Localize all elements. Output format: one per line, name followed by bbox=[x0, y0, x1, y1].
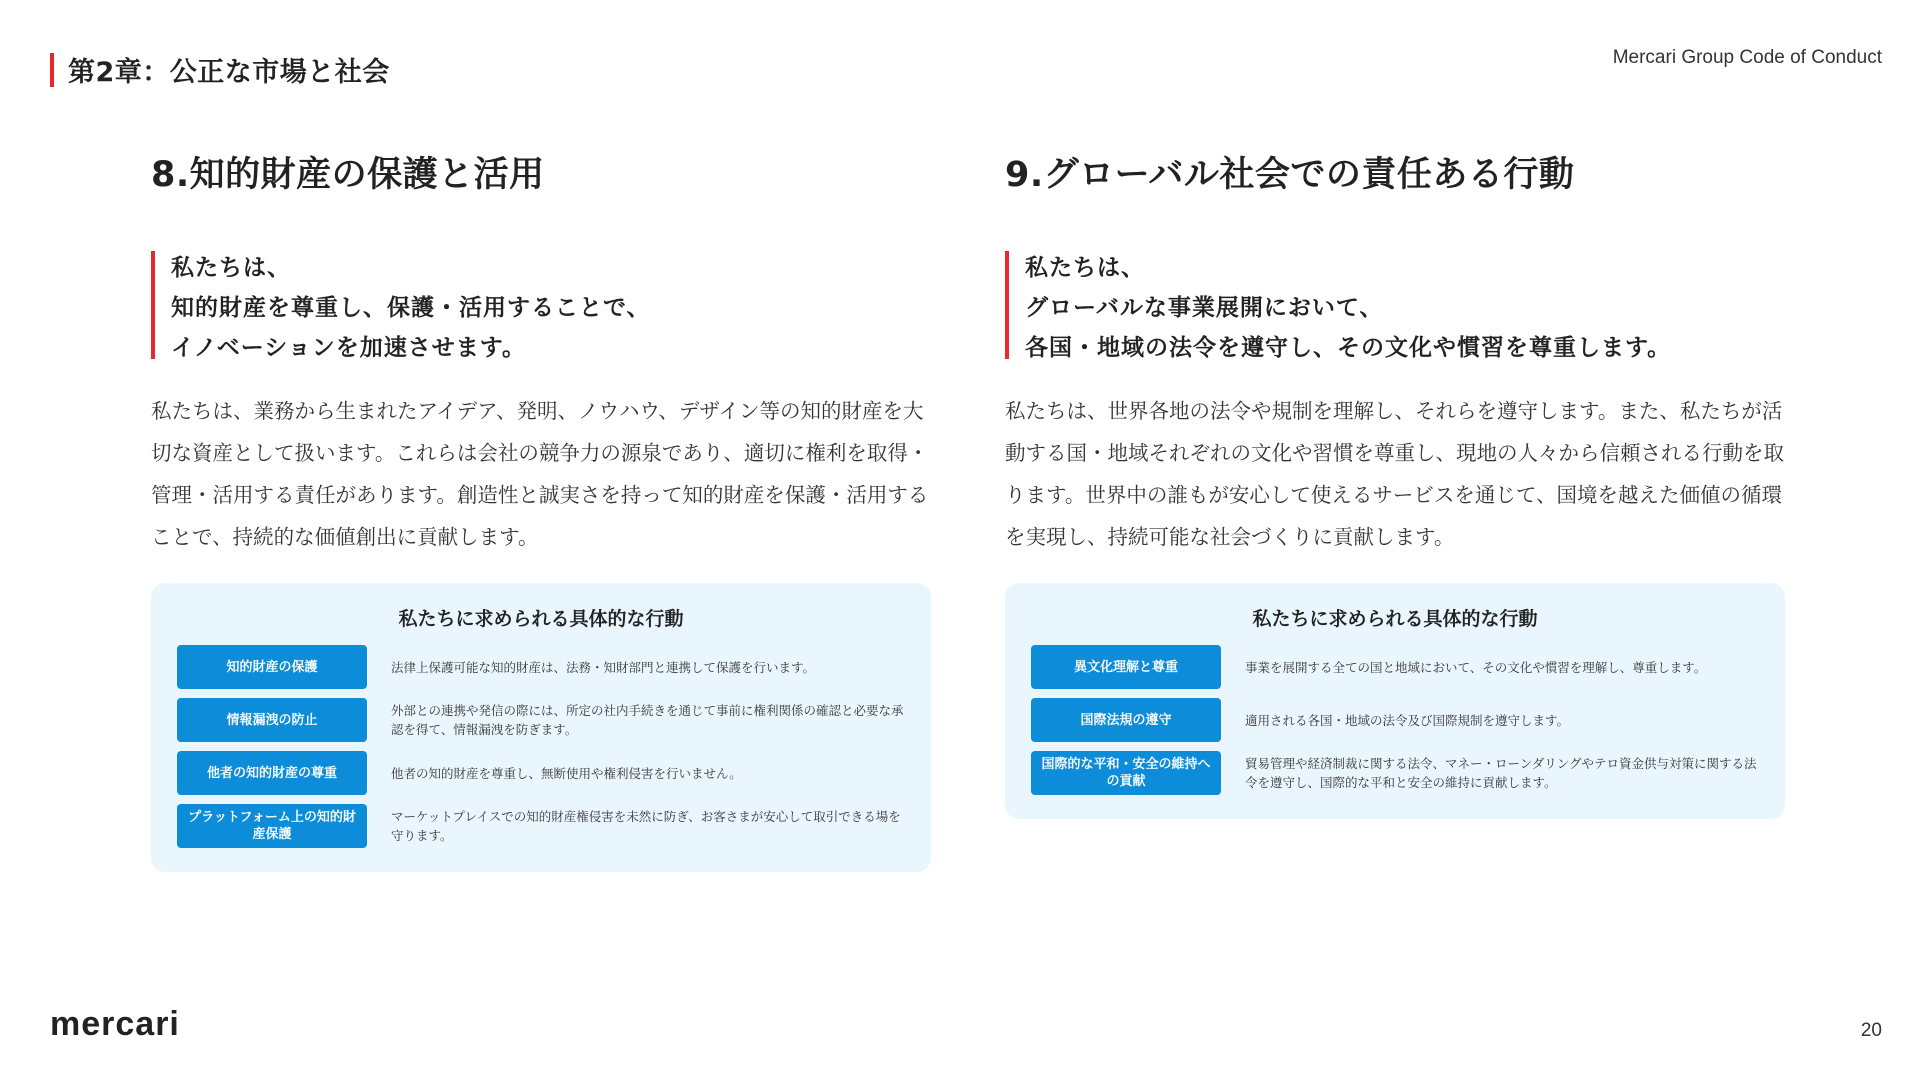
chapter-title: 第2章：公正な市場と社会 bbox=[68, 57, 390, 88]
section-global-responsibility bbox=[1005, 150, 1785, 819]
chapter-header bbox=[50, 50, 390, 89]
action-row bbox=[177, 698, 905, 742]
action-row bbox=[1031, 698, 1759, 742]
lead-line: 各国・地域の法令を遵守し、その文化や慣習を尊重します。 bbox=[1025, 335, 1672, 361]
section-lead bbox=[1005, 248, 1785, 368]
section-ip-protection bbox=[151, 150, 931, 872]
action-row bbox=[177, 804, 905, 848]
chapter-accent-bar bbox=[50, 53, 54, 87]
action-label-pill: プラットフォーム上の知的財産保護 bbox=[177, 804, 367, 848]
action-row bbox=[177, 645, 905, 689]
section-title: 8.知的財産の保護と活用 bbox=[151, 155, 545, 195]
lead-line: 知的財産を尊重し、保護・活用することで、 bbox=[171, 295, 651, 321]
page-number: 20 bbox=[1860, 1020, 1882, 1041]
lead-line: グローバルな事業展開において、 bbox=[1025, 295, 1384, 321]
action-description: マーケットプレイスでの知的財産権侵害を未然に防ぎ、お客さまが安心して取引できる場を守ります。 bbox=[391, 809, 901, 843]
lead-line: 私たちは、 bbox=[171, 255, 291, 281]
lead-accent-bar bbox=[1005, 251, 1009, 359]
mercari-logo: mercari bbox=[50, 1005, 180, 1043]
action-description: 事業を展開する全ての国と地域において、その文化や慣習を理解し、尊重します。 bbox=[1245, 659, 1707, 675]
actions-box bbox=[1005, 583, 1785, 819]
lead-line: イノベーションを加速させます。 bbox=[171, 335, 526, 361]
action-description: 適用される各国・地域の法令及び国際規制を遵守します。 bbox=[1245, 712, 1570, 728]
actions-box bbox=[151, 583, 931, 872]
section-title: 9.グローバル社会での責任ある行動 bbox=[1005, 155, 1575, 195]
action-description: 貿易管理や経済制裁に関する法令、マネー・ローンダリングやテロ資金供与対策に関する法令を遵守し、国際的な平和と安全の維持に貢献します。 bbox=[1245, 756, 1757, 790]
action-row bbox=[1031, 751, 1759, 795]
section-body: 私たちは、業務から生まれたアイデア、発明、ノウハウ、デザイン等の知的財産を大切な資産として扱います。これらは会社の競争力の源泉であり、適切に権利を取得・管理・活用する責任があります。創造性と誠実さを持って知的財産を保護・活用することで、持続的な価値創出に貢献します。 bbox=[151, 399, 929, 549]
action-description: 外部との連携や発信の際には、所定の社内手続きを通じて事前に権利関係の確認と必要な承認を得て、情報漏洩を防ぎます。 bbox=[391, 703, 904, 737]
action-label-pill: 異文化理解と尊重 bbox=[1031, 645, 1221, 689]
action-row bbox=[1031, 645, 1759, 689]
action-label-pill: 知的財産の保護 bbox=[177, 645, 367, 689]
lead-line: 私たちは、 bbox=[1025, 255, 1145, 281]
actions-box-title: 私たちに求められる具体的な行動 bbox=[1252, 608, 1538, 630]
action-description: 法律上保護可能な知的財産は、法務・知財部門と連携して保護を行います。 bbox=[391, 659, 816, 675]
action-label-pill: 他者の知的財産の尊重 bbox=[177, 751, 367, 795]
lead-accent-bar bbox=[151, 251, 155, 359]
action-row bbox=[177, 751, 905, 795]
action-label-pill: 情報漏洩の防止 bbox=[177, 698, 367, 742]
document-brand-title: Mercari Group Code of Conduct bbox=[1612, 47, 1882, 68]
actions-box-title: 私たちに求められる具体的な行動 bbox=[398, 608, 684, 630]
section-lead bbox=[151, 248, 931, 368]
action-label-pill: 国際的な平和・安全の維持への貢献 bbox=[1031, 751, 1221, 795]
action-label-pill: 国際法規の遵守 bbox=[1031, 698, 1221, 742]
action-description: 他者の知的財産を尊重し、無断使用や権利侵害を行いません。 bbox=[391, 765, 742, 781]
section-body: 私たちは、世界各地の法令や規制を理解し、それらを遵守します。また、私たちが活動する国・地域それぞれの文化や習慣を尊重し、現地の人々から信頼される行動を取ります。世界中の誰もが安心して使えるサービスを通じて、国境を越えた価値の循環を実現し、持続可能な社会づくりに貢献します。 bbox=[1005, 399, 1784, 549]
